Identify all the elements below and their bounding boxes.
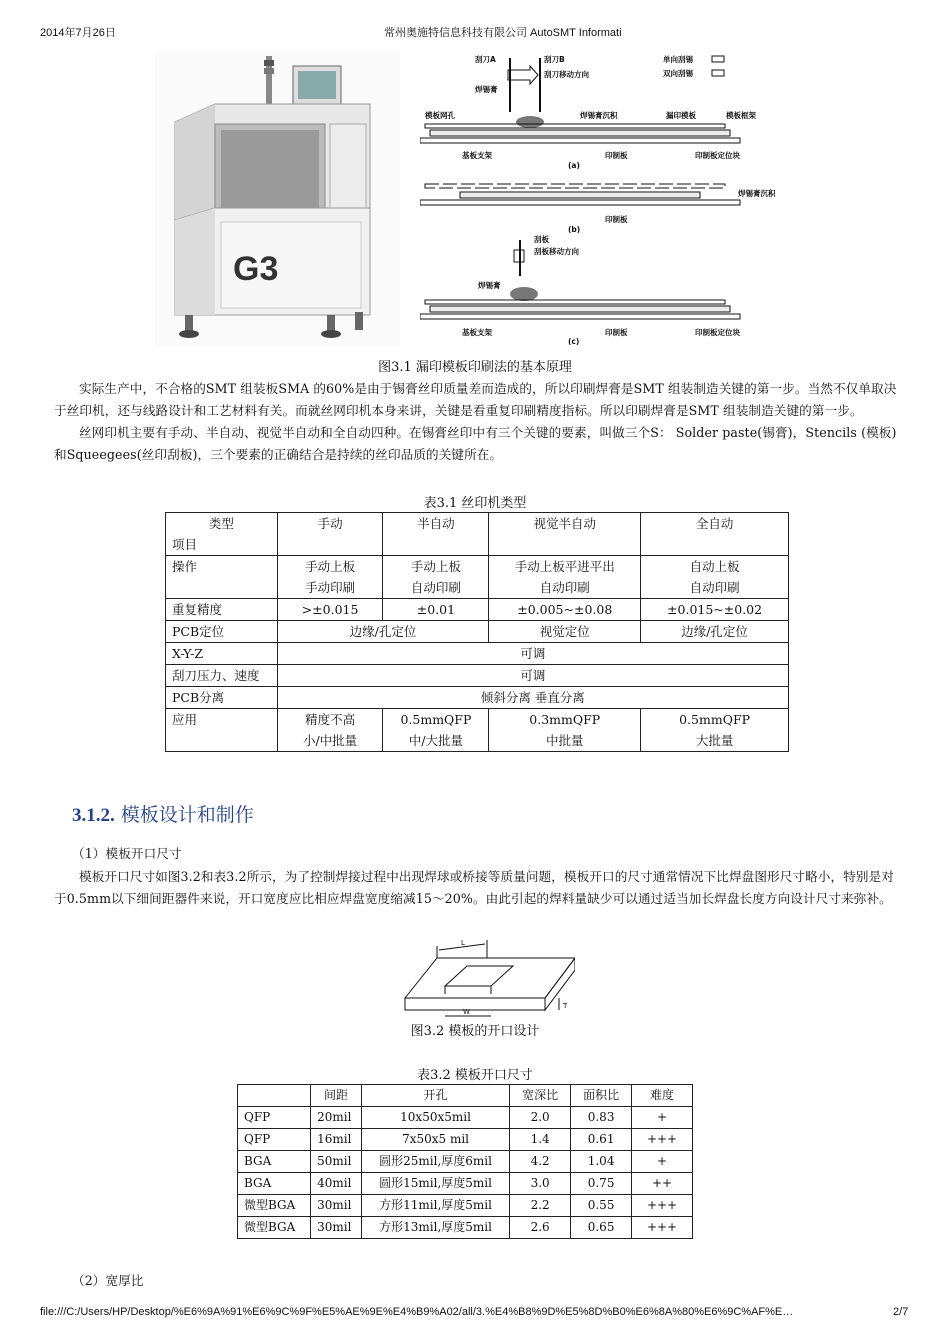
table-row: 类型 项目 手动 半自动 视觉半自动 全自动 — [166, 513, 789, 556]
paragraph-1: 实际生产中，不合格的SMT 组装板SMA 的60%是由于锡膏丝印质量差而造成的，所以印刷焊膏是SMT 组装制造关键的第一步。当然不仅单取决于丝印机，还与线路设计和工艺材料有关。而就丝网印机本身来讲，关键是看重复印刷精度指标。所以印刷焊膏是SMT 组装制造关键的第一步。 丝网印机主要有手动、半自动、视觉半自动和全自动四种。在锡膏丝印中有三个关键的要素，叫做三个S： Solder paste(锡膏)，Stencils (模板)和Squeegees(丝印刮板)，三个要素的正确结合是持续的丝印品质的关键所在。 — [54, 378, 900, 466]
svg-text:印制板: 印制板 — [605, 328, 628, 337]
subheading-aspect-ratio: （2）宽厚比 — [72, 1273, 144, 1288]
svg-text:模板网孔: 模板网孔 — [425, 111, 455, 120]
svg-text:L: L — [461, 939, 465, 947]
svg-text:模板框架: 模板框架 — [726, 111, 756, 120]
svg-text:单向刮锡: 单向刮锡 — [663, 55, 693, 64]
svg-text:印制板: 印制板 — [605, 215, 628, 224]
page-number: 2/7 — [893, 1306, 909, 1318]
svg-text:基板支架: 基板支架 — [462, 151, 492, 160]
section-heading: 3.1.2. 模板设计和制作 — [72, 804, 254, 826]
printer-types-table — [165, 512, 789, 752]
svg-text:焊锡膏沉积: 焊锡膏沉积 — [738, 189, 776, 198]
svg-text:T: T — [563, 1002, 568, 1010]
aperture-size-table — [237, 1084, 693, 1239]
machine-logo: G3 — [233, 250, 279, 288]
table-row: 刮刀压力、速度 可调 — [166, 665, 789, 687]
svg-text:漏印模板: 漏印模板 — [666, 111, 696, 120]
file-path-footer: file:///C:/Users/HP/Desktop/%E6%9A%91%E6%9C%9F%E5%AE%9E%E4%B9%A02/all/3.%E4%B8%9D%E5%8D%B0%E6%8A%80%E6%9C%AF%E… — [40, 1306, 794, 1318]
svg-text:焊锡膏沉积: 焊锡膏沉积 — [580, 111, 618, 120]
table-row: BGA 50mil 圆形25mil,厚度6mil 4.2 1.04 + — [238, 1151, 693, 1173]
svg-text:刮刀B: 刮刀B — [544, 55, 565, 64]
print-site-title: 常州奥施特信息科技有限公司 AutoSMT Informati — [384, 27, 622, 39]
svg-text:(a): (a) — [568, 161, 580, 170]
table-row: 微型BGA 30mil 方形13mil,厚度5mil 2.6 0.65 +++ — [238, 1217, 693, 1239]
svg-text:刮板移动方向: 刮板移动方向 — [534, 247, 579, 256]
svg-text:(c): (c) — [568, 337, 580, 345]
table-3-2-caption: 表3.2 模板开口尺寸 — [417, 1068, 533, 1083]
figure-3-2-caption: 图3.2 模板的开口设计 — [410, 1024, 540, 1039]
table-row: 微型BGA 30mil 方形11mil,厚度5mil 2.2 0.55 +++ — [238, 1195, 693, 1217]
svg-text:W: W — [463, 1008, 470, 1016]
table-row: BGA 40mil 圆形15mil,厚度5mil 3.0 0.75 ++ — [238, 1173, 693, 1195]
svg-text:双向刮锡: 双向刮锡 — [663, 69, 693, 78]
svg-text:焊锡膏: 焊锡膏 — [475, 85, 498, 94]
stencil-print-diagram — [420, 50, 790, 345]
svg-text:基板支架: 基板支架 — [462, 328, 492, 337]
table-row: 重复精度 >±0.015 ±0.01 ±0.005~±0.08 ±0.015~±0.02 — [166, 599, 789, 621]
table-row: 应用 精度不高 小/中批量 0.5mmQFP 中/大批量 0.3mmQFP 中批量 0.5mmQFP 大批量 — [166, 709, 789, 752]
paragraph-2: 丝网印机主要有手动、半自动、视觉半自动和全自动四种。在锡膏丝印中有三个关键的要素，叫做三个S： Solder paste(锡膏)，Stencils (模板)和Squeegees(丝印刮板)，三个要素的正确结合是持续的丝印品质的关键所在。 — [54, 425, 897, 462]
svg-text:(b): (b) — [568, 225, 581, 234]
svg-text:印制板定位块: 印制板定位块 — [695, 328, 740, 337]
svg-text:印制板定位块: 印制板定位块 — [695, 151, 740, 160]
table-row: 操作 手动上板 手动印刷 手动上板 自动印刷 手动上板平进平出 自动印刷 自动上板 自动印刷 — [166, 556, 789, 599]
svg-text:刮板: 刮板 — [534, 235, 549, 244]
svg-text:焊锡膏: 焊锡膏 — [478, 281, 501, 290]
printer-machine-photo — [155, 50, 400, 345]
table-row: X-Y-Z 可调 — [166, 643, 789, 665]
subheading-aperture-size: （1）模板开口尺寸 — [72, 846, 182, 861]
table-3-1-caption: 表3.1 丝印机类型 — [423, 496, 527, 511]
print-date: 2014年7月26日 — [40, 27, 116, 39]
table-row: PCB分离 倾斜分离 垂直分离 — [166, 687, 789, 709]
figure-3-1-caption: 图3.1 漏印模板印刷法的基本原理 — [378, 360, 572, 375]
svg-text:刮刀移动方向: 刮刀移动方向 — [544, 70, 589, 79]
svg-text:刮刀A: 刮刀A — [475, 55, 496, 64]
stencil-aperture-diagram — [395, 938, 575, 1020]
paragraph-3: 模板开口尺寸如图3.2和表3.2所示，为了控制焊接过程中出现焊球或桥接等质量问题，模板开口的尺寸通常情况下比焊盘图形尺寸略小，特别是对于0.5mm以下细间距器件来说，开口宽度应比相应焊盘宽度缩减15～20%。由此引起的焊料量缺少可以通过适当加长焊盘长度方向设计尺寸来弥补。 — [54, 869, 894, 906]
svg-text:印制板: 印制板 — [605, 151, 628, 160]
table-row: 间距 开孔 宽深比 面积比 难度 — [238, 1085, 693, 1107]
table-row: QFP 20mil 10x50x5mil 2.0 0.83 + — [238, 1107, 693, 1129]
table-row: PCB定位 边缘/孔定位 视觉定位 边缘/孔定位 — [166, 621, 789, 643]
table-row: QFP 16mil 7x50x5 mil 1.4 0.61 +++ — [238, 1129, 693, 1151]
